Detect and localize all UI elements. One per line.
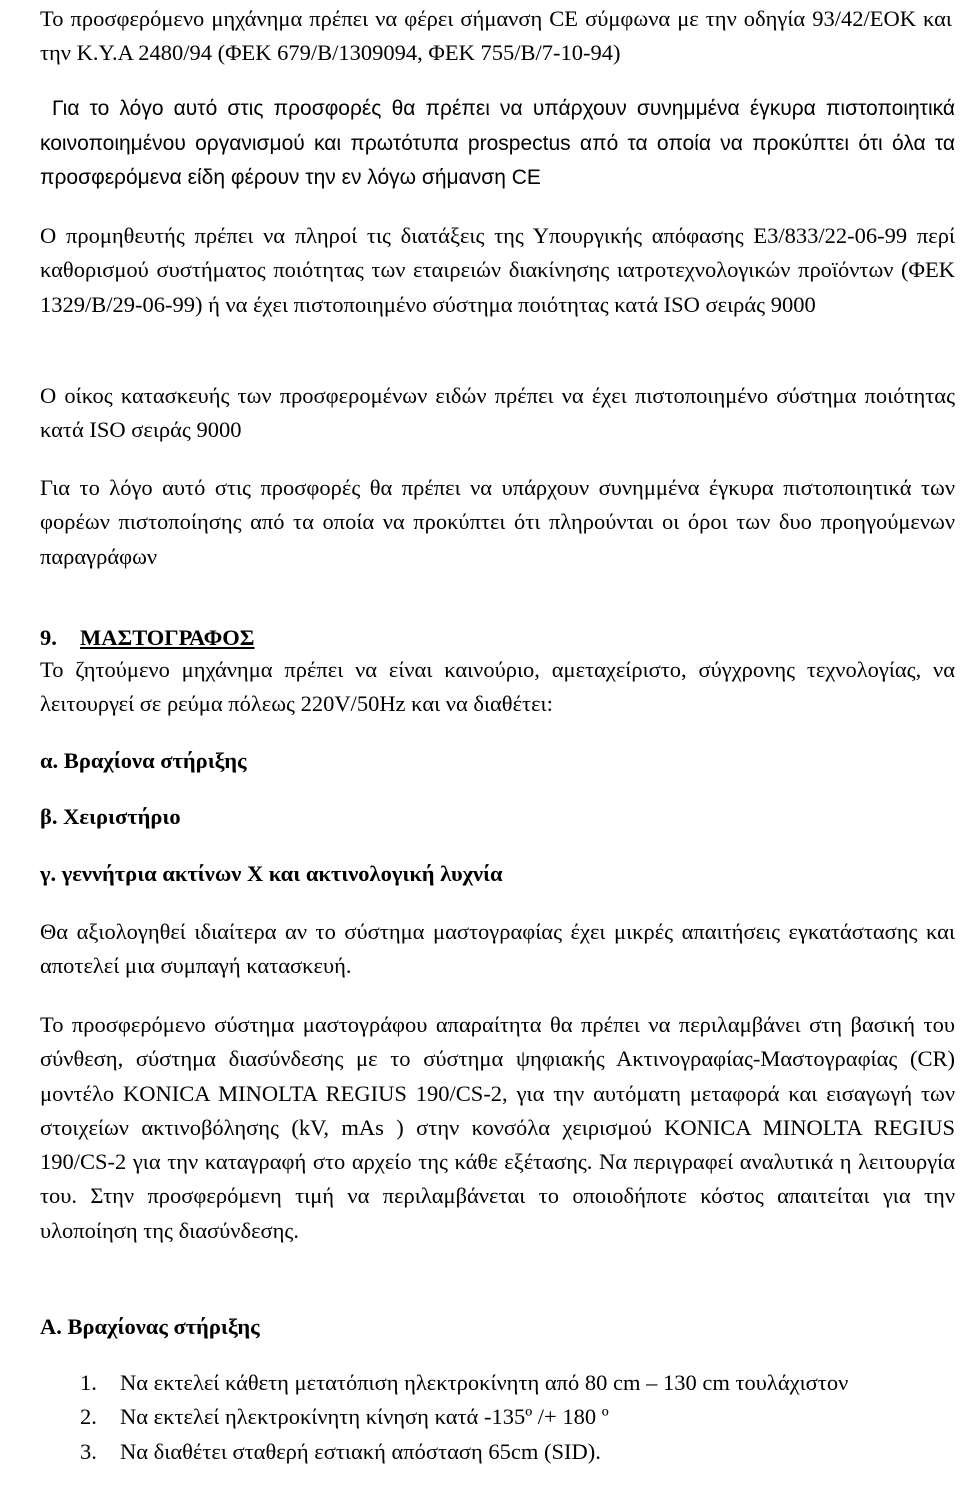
list-item bbox=[40, 1435, 955, 1469]
paragraph-manufacturer: Ο οίκος κατασκευής των προσφερομένων ειδών πρέπει να έχει πιστοποιημένο σύστημα ποιότητας κατά ISO σειράς 9000 bbox=[40, 383, 955, 443]
section-number: 9. bbox=[40, 625, 57, 650]
item-c-xray-generator: γ. γεννήτρια ακτίνων Χ και ακτινολογική λυχνία bbox=[40, 861, 503, 886]
paragraph-certification-bodies: Για το λόγο αυτό στις προσφορές θα πρέπει να υπάρχουν συνημμένα έγκυρα πιστοποιητικά των φορέων πιστοποίησης από τα οποία να προκύπτει ότι πληρούνται οι όροι των δυο προηγούμενων παραγράφων bbox=[40, 475, 955, 569]
paragraph-requirements-intro: Το ζητούμενο μηχάνημα πρέπει να είναι καινούριο, αμεταχείριστο, σύγχρονης τεχνολογίας, να λειτουργεί σε ρεύμα πόλεως 220V/50Hz και να διαθέτει: bbox=[40, 657, 955, 717]
list-item-number: 1. bbox=[80, 1370, 97, 1395]
paragraph-interconnection: Το προσφερόμενο σύστημα μαστογράφου απαραίτητα θα πρέπει να περιλαμβάνει στη βασική του σύνθεση, σύστημα διασύνδεσης με το σύστημα ψηφιακής Ακτινογραφίας-Μαστογραφίας (CR) μοντέλο KONICA MINOLTA REGIUS 190/CS-2, για την αυτόματη μεταφορά και εισαγωγή των στοιχείων ακτινοβόλησης (kV, mAs ) στην κονσόλα χειρισμού KONICA MINOLTA REGIUS 190/CS-2 για την καταγραφή στο αρχείο της κάθε εξέτασης. Να περιγραφεί αναλυτικά η λειτουργία του. Στην προσφερόμενη τιμή να περιλαμβάνεται το οποιοδήποτε κόστος απαιτείται για την υλοποίηση της διασύνδεσης. bbox=[40, 1012, 955, 1243]
item-a-support-arm: α. Βραχίονα στήριξης bbox=[40, 748, 247, 773]
section-heading bbox=[40, 621, 955, 655]
subsection-a-title: Α. Βραχίονας στήριξης bbox=[40, 1314, 260, 1339]
list-item-number: 2. bbox=[80, 1404, 97, 1430]
section-title: ΜΑΣΤΟΓΡΑΦΟΣ bbox=[80, 625, 255, 650]
list-item-number: 3. bbox=[80, 1438, 97, 1464]
paragraph-supplier: Ο προμηθευτής πρέπει να πληροί τις διατάξεις της Υπουργικής απόφασης Ε3/833/22-06-99 περί καθορισμού συστήματος ποιότητας των εταιρειών διακίνησης ιατροτεχνολογικών προϊόντων (ΦΕΚ 1329/Β/29-06-99) ή να έχει πιστοποιημένο σύστημα ποιότητας κατά ISO σειράς 9000 bbox=[40, 223, 955, 317]
list-item bbox=[40, 1400, 955, 1434]
paragraph-certificates: Για το λόγο αυτό στις προσφορές θα πρέπει να υπάρχουν συνημμένα έγκυρα πιστοποιητικά κοινοποιημένου οργανισμού και πρωτότυπα prospectus από τα οποία να προκύπτει ότι όλα τα προσφερόμενα είδη φέρουν την εν λόγω σήμανση CE bbox=[40, 97, 955, 189]
list-item bbox=[40, 1366, 955, 1400]
item-b-control-panel: β. Χειριστήριο bbox=[40, 804, 181, 829]
list-item-text: Να εκτελεί ηλεκτροκίνητη κίνηση κατά -135º /+ 180 º bbox=[120, 1404, 609, 1430]
paragraph-ce-marking: Το προσφερόμενο μηχάνημα πρέπει να φέρει σήμανση CE σύμφωνα με την οδηγία 93/42/ΕΟΚ και την Κ.Υ.Α 2480/94 (ΦΕΚ 679/Β/1309094, ΦΕΚ 755/Β/7-10-94) bbox=[40, 6, 952, 66]
paragraph-evaluation: Θα αξιολογηθεί ιδιαίτερα αν το σύστημα μαστογραφίας έχει μικρές απαιτήσεις εγκατάστασης και αποτελεί μια συμπαγή κατασκευή. bbox=[40, 919, 955, 979]
list-item-text: Να διαθέτει σταθερή εστιακή απόσταση 65cm (SID). bbox=[120, 1438, 601, 1464]
list-item-text: Να εκτελεί κάθετη μετατόπιση ηλεκτροκίνητη από 80 cm – 130 cm τουλάχιστον bbox=[120, 1370, 849, 1395]
support-arm-requirements-list bbox=[40, 1366, 955, 1469]
